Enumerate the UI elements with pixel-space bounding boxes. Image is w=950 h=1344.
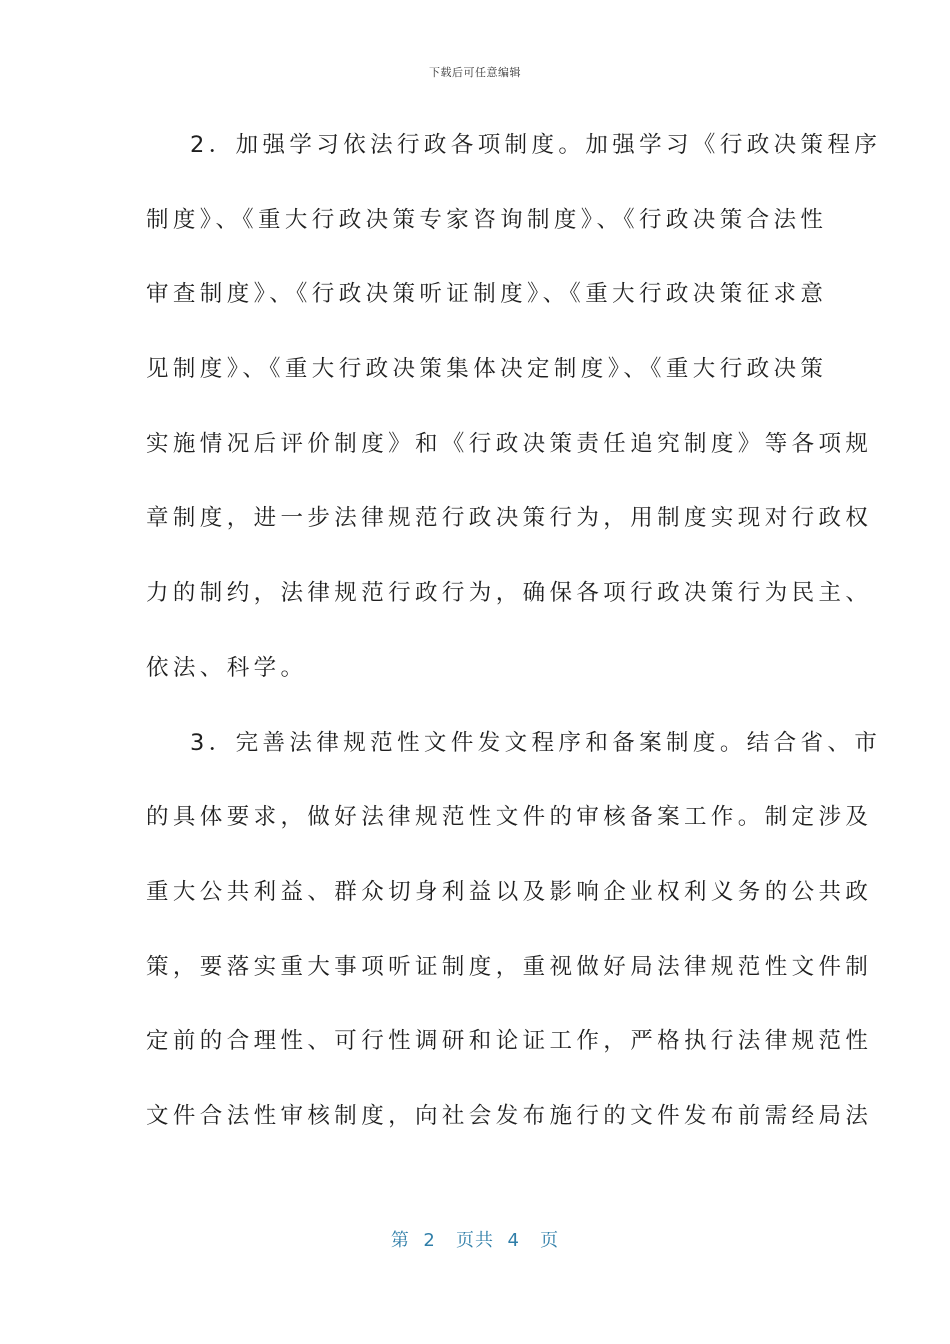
text-line: 3．完善法律规范性文件发文程序和备案制度。结合省、市: [190, 729, 882, 756]
text-line: 重大公共利益、群众切身利益以及影响企业权利义务的公共政: [146, 878, 873, 905]
footer-prefix: 第: [390, 1230, 410, 1251]
page-footer: [0, 1226, 950, 1252]
text-line: 定前的合理性、可行性调研和论证工作，严格执行法律规范性: [146, 1028, 873, 1055]
paragraph-3: [146, 716, 882, 1164]
footer-middle: 页共: [456, 1230, 494, 1251]
text-line: 制度》、《重大行政决策专家咨询制度》、《行政决策合法性: [146, 206, 828, 233]
footer-suffix: 页: [540, 1230, 560, 1251]
current-page-number: 2: [423, 1230, 436, 1251]
text-line: 实施情况后评价制度》和《行政决策责任追究制度》等各项规: [146, 430, 873, 457]
text-line: 策，要落实重大事项听证制度，重视做好局法律规范性文件制: [146, 953, 873, 980]
text-line: 见制度》、《重大行政决策集体决定制度》、《重大行政决策: [146, 356, 828, 383]
text-line: 的具体要求，做好法律规范性文件的审核备案工作。制定涉及: [146, 804, 873, 831]
text-line: 文件合法性审核制度，向社会发布施行的文件发布前需经局法: [146, 1102, 873, 1129]
text-line: 审查制度》、《行政决策听证制度》、《重大行政决策征求意: [146, 281, 828, 308]
header-note: 下载后可任意编辑: [429, 66, 521, 79]
total-pages-number: 4: [507, 1230, 520, 1251]
text-line: 依法、科学。: [146, 654, 308, 681]
text-line: 力的制约，法律规范行政行为，确保各项行政决策行为民主、: [146, 580, 873, 607]
document-body: [146, 118, 882, 1164]
text-line: 2．加强学习依法行政各项制度。加强学习《行政决策程序: [190, 132, 882, 158]
text-line: 章制度，进一步法律规范行政决策行为，用制度实现对行政权: [146, 505, 873, 532]
paragraph-2: [146, 118, 882, 716]
